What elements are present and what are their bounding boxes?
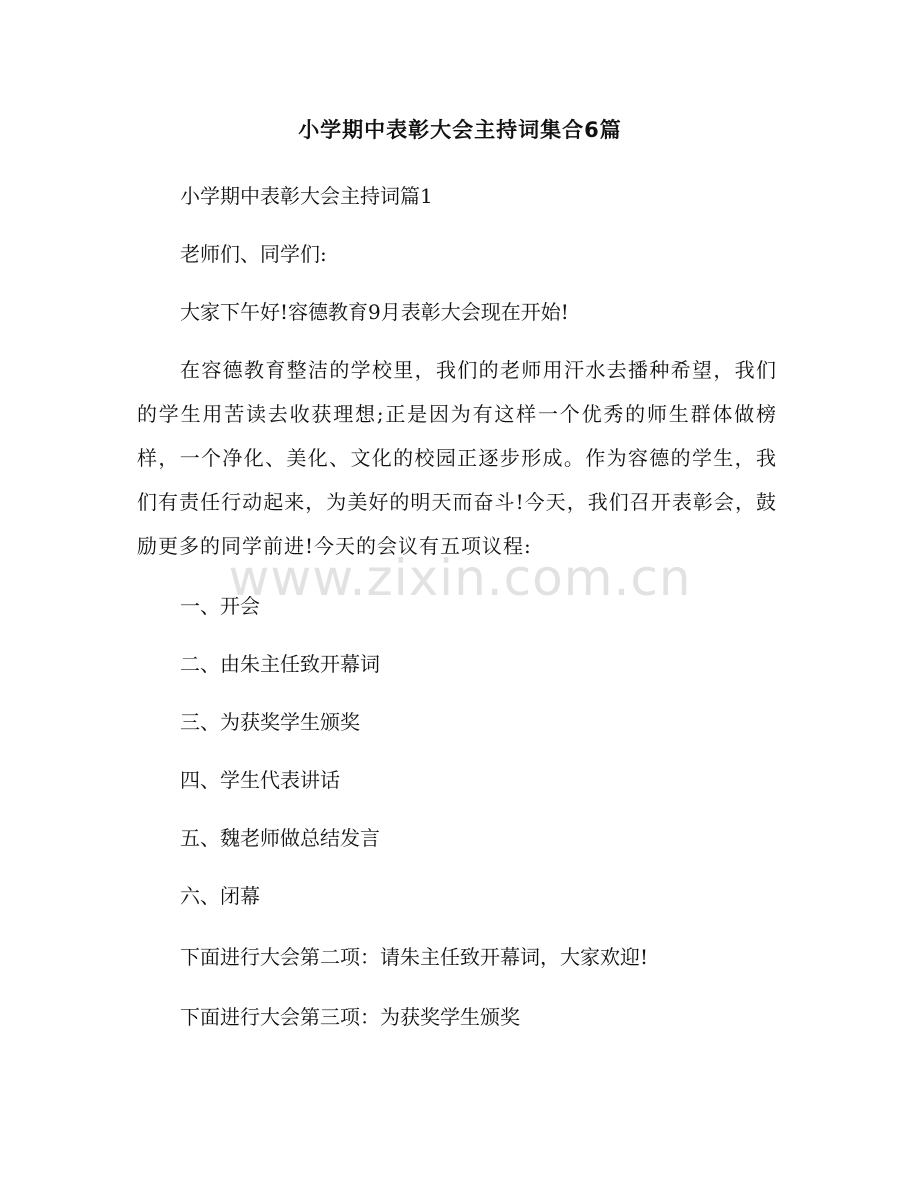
item-two-line: 下面进行大会第二项：请朱主任致开幕词，大家欢迎! bbox=[180, 945, 649, 969]
watermark: www.zixin.com.cn bbox=[228, 549, 692, 607]
opening-line: 大家下午好!容德教育9月表彰大会现在开始! bbox=[180, 300, 569, 324]
item-three-line: 下面进行大会第三项：为获奖学生颁奖 bbox=[180, 1005, 520, 1029]
intro-paragraph: 在容德教育整洁的学校里，我们的老师用汗水去播种希望，我们的学生用苦读去收获理想;正是因为有这样一个优秀的师生群体做榜样，一个净化、美化、文化的校园正逐步形成。作为容德的学生，我们有责任行动起来，为美好的明天而奋斗!今天，我们召开表彰会，鼓励更多的同学前进!今天的会议有五项议程: bbox=[137, 358, 777, 558]
agenda-item: 六、闭幕 bbox=[180, 884, 260, 908]
agenda-item: 三、为获奖学生颁奖 bbox=[180, 710, 360, 734]
agenda-item: 二、由朱主任致开幕词 bbox=[180, 652, 380, 676]
agenda-item: 四、学生代表讲话 bbox=[180, 768, 340, 792]
section-heading: 小学期中表彰大会主持词篇1 bbox=[180, 184, 433, 208]
document-title: 小学期中表彰大会主持词集合6篇 bbox=[298, 118, 622, 142]
greeting-line: 老师们、同学们: bbox=[180, 242, 327, 266]
agenda-item: 五、魏老师做总结发言 bbox=[180, 826, 380, 850]
agenda-item: 一、开会 bbox=[180, 594, 260, 618]
